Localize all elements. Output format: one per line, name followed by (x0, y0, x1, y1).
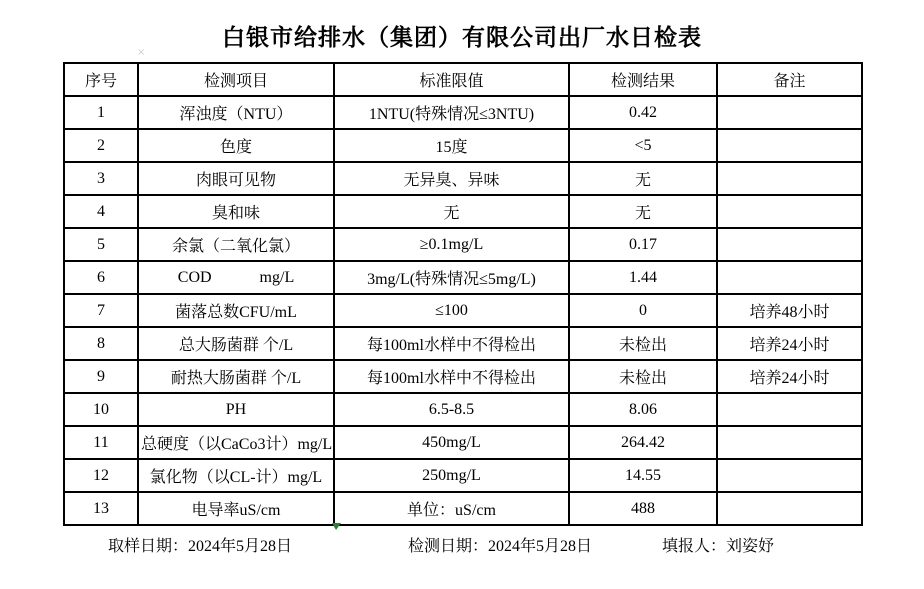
cell-result: 0.17 (569, 228, 717, 261)
cell-no: 11 (64, 426, 138, 459)
screenshot-artifact-mark-icon: × (137, 47, 146, 58)
header-row (64, 63, 862, 96)
cell-standard: 单位：uS/cm (334, 492, 569, 525)
table-row (64, 228, 862, 261)
cell-standard: 每100ml水样中不得检出 (334, 360, 569, 393)
cell-no: 4 (64, 195, 138, 228)
cell-standard: 6.5-8.5 (334, 393, 569, 426)
cell-item: 电导率uS/cm (138, 492, 334, 525)
cell-standard: 无异臭、异味 (334, 162, 569, 195)
cell-remark: 培养24小时 (717, 360, 862, 393)
column-header-item: 检测项目 (138, 63, 334, 96)
cell-remark (717, 261, 862, 294)
cell-result: 未检出 (569, 327, 717, 360)
cell-item: COD mg/L (138, 261, 334, 294)
cell-item: 余氯（二氧化氯） (138, 228, 334, 261)
cell-result: 14.55 (569, 459, 717, 492)
cell-item: 总硬度（以CaCo3计）mg/L (138, 426, 334, 459)
cell-item: 肉眼可见物 (138, 162, 334, 195)
table-row (64, 426, 862, 459)
cell-standard: ≤100 (334, 294, 569, 327)
cell-no: 6 (64, 261, 138, 294)
cell-remark (717, 96, 862, 129)
table-row (64, 459, 862, 492)
cell-no: 12 (64, 459, 138, 492)
column-header-result: 检测结果 (569, 63, 717, 96)
cell-item: PH (138, 393, 334, 426)
cell-no: 10 (64, 393, 138, 426)
cell-remark (717, 492, 862, 525)
cell-no: 7 (64, 294, 138, 327)
test-date-text: 检测日期：2024年5月28日 (408, 538, 593, 555)
table-row (64, 162, 862, 195)
cell-standard: ≥0.1mg/L (334, 228, 569, 261)
table-row (64, 129, 862, 162)
table-row (64, 360, 862, 393)
table-row (64, 96, 862, 129)
cell-result: 0.42 (569, 96, 717, 129)
cell-result: 1.44 (569, 261, 717, 294)
sampling-date-text: 取样日期：2024年5月28日 (108, 538, 293, 555)
cell-remark (717, 162, 862, 195)
column-header-remark: 备注 (717, 63, 862, 96)
cell-result: 8.06 (569, 393, 717, 426)
footer (0, 533, 924, 555)
table-row (64, 294, 862, 327)
cell-no: 3 (64, 162, 138, 195)
cell-standard: 15度 (334, 129, 569, 162)
table-row (64, 261, 862, 294)
cell-no: 1 (64, 96, 138, 129)
cell-standard: 1NTU(特殊情况≤3NTU) (334, 96, 569, 129)
page-title: 白银市给排水（集团）有限公司出厂水日检表 (222, 24, 702, 50)
cell-remark (717, 459, 862, 492)
cell-no: 5 (64, 228, 138, 261)
green-triangle-artifact-icon (332, 523, 341, 530)
table-row (64, 327, 862, 360)
cell-remark (717, 426, 862, 459)
cell-result: 264.42 (569, 426, 717, 459)
cell-remark (717, 393, 862, 426)
cell-standard: 250mg/L (334, 459, 569, 492)
cell-remark: 培养24小时 (717, 327, 862, 360)
cell-result: 未检出 (569, 360, 717, 393)
cell-item: 总大肠菌群 个/L (138, 327, 334, 360)
cell-item: 色度 (138, 129, 334, 162)
cell-item: 氯化物（以CL-计）mg/L (138, 459, 334, 492)
cell-remark (717, 195, 862, 228)
cell-result: 0 (569, 294, 717, 327)
reporter-text: 填报人：刘姿妤 (662, 538, 775, 555)
cell-item: 耐热大肠菌群 个/L (138, 360, 334, 393)
table-row (64, 492, 862, 525)
cell-result: 无 (569, 195, 717, 228)
cell-standard: 450mg/L (334, 426, 569, 459)
cell-no: 9 (64, 360, 138, 393)
inspection-table-body (64, 96, 862, 525)
cell-result: 无 (569, 162, 717, 195)
table-row (64, 195, 862, 228)
inspection-table (63, 62, 863, 526)
cell-item: 菌落总数CFU/mL (138, 294, 334, 327)
cell-no: 13 (64, 492, 138, 525)
column-header-standard: 标准限值 (334, 63, 569, 96)
cell-result: <5 (569, 129, 717, 162)
cell-item: 浑浊度（NTU） (138, 96, 334, 129)
table-row (64, 393, 862, 426)
cell-remark (717, 228, 862, 261)
cell-no: 2 (64, 129, 138, 162)
column-header-no: 序号 (64, 63, 138, 96)
cell-remark (717, 129, 862, 162)
cell-standard: 3mg/L(特殊情况≤5mg/L) (334, 261, 569, 294)
cell-item: 臭和味 (138, 195, 334, 228)
cell-standard: 无 (334, 195, 569, 228)
cell-result: 488 (569, 492, 717, 525)
cell-remark: 培养48小时 (717, 294, 862, 327)
cell-standard: 每100ml水样中不得检出 (334, 327, 569, 360)
cell-no: 8 (64, 327, 138, 360)
